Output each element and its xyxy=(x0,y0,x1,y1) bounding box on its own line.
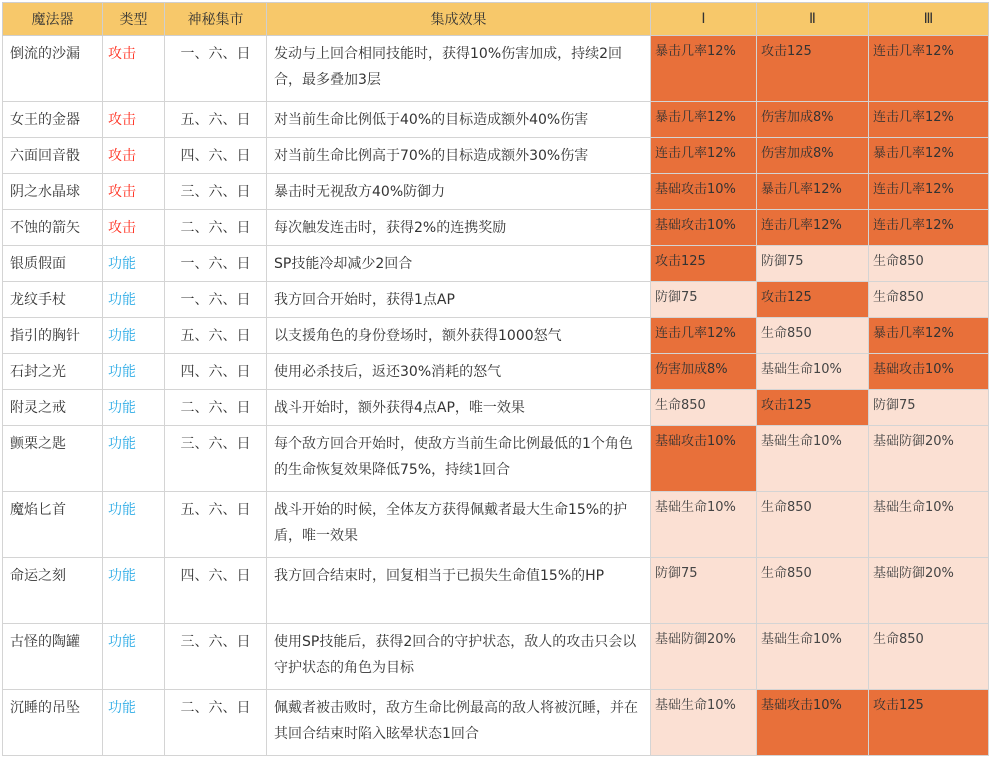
item-name: 石封之光 xyxy=(3,354,103,390)
item-effect: 使用必杀技后，返还30%消耗的怒气 xyxy=(267,354,651,390)
table-row xyxy=(3,318,989,354)
market-days: 二、六、日 xyxy=(165,390,267,426)
tier-3-stat: 生命850 xyxy=(869,624,989,690)
item-type: 功能 xyxy=(103,282,165,318)
item-type: 攻击 xyxy=(103,36,165,102)
item-name: 命运之刻 xyxy=(3,558,103,624)
tier-2-stat: 生命850 xyxy=(757,558,869,624)
tier-1-stat: 防御75 xyxy=(651,282,757,318)
item-name: 龙纹手杖 xyxy=(3,282,103,318)
table-row xyxy=(3,246,989,282)
item-type: 功能 xyxy=(103,246,165,282)
item-name: 魔焰匕首 xyxy=(3,492,103,558)
tier-3-stat: 基础攻击10% xyxy=(869,354,989,390)
item-name: 古怪的陶罐 xyxy=(3,624,103,690)
tier-3-stat: 生命850 xyxy=(869,282,989,318)
item-name: 阴之水晶球 xyxy=(3,174,103,210)
item-effect: 每个敌方回合开始时，使敌方当前生命比例最低的1个角色的生命恢复效果降低75%，持续1回合 xyxy=(267,426,651,492)
tier-2-stat: 攻击125 xyxy=(757,282,869,318)
item-name: 不蚀的箭矢 xyxy=(3,210,103,246)
header-effect: 集成效果 xyxy=(267,3,651,36)
item-effect: 发动与上回合相同技能时，获得10%伤害加成，持续2回合，最多叠加3层 xyxy=(267,36,651,102)
tier-1-stat: 防御75 xyxy=(651,558,757,624)
table-row xyxy=(3,390,989,426)
market-days: 一、六、日 xyxy=(165,246,267,282)
item-type: 功能 xyxy=(103,690,165,756)
table-row xyxy=(3,426,989,492)
table-row xyxy=(3,36,989,102)
item-type: 功能 xyxy=(103,492,165,558)
tier-1-stat: 基础攻击10% xyxy=(651,426,757,492)
item-name: 沉睡的吊坠 xyxy=(3,690,103,756)
tier-1-stat: 基础生命10% xyxy=(651,492,757,558)
market-days: 四、六、日 xyxy=(165,354,267,390)
market-days: 一、六、日 xyxy=(165,36,267,102)
table-row xyxy=(3,492,989,558)
item-effect: 战斗开始时，额外获得4点AP，唯一效果 xyxy=(267,390,651,426)
header-row xyxy=(3,3,989,36)
tier-2-stat: 连击几率12% xyxy=(757,210,869,246)
tier-2-stat: 暴击几率12% xyxy=(757,174,869,210)
item-effect: 以支援角色的身份登场时，额外获得1000怒气 xyxy=(267,318,651,354)
item-effect: 对当前生命比例高于70%的目标造成额外30%伤害 xyxy=(267,138,651,174)
item-effect: 我方回合开始时，获得1点AP xyxy=(267,282,651,318)
header-tier-2: Ⅱ xyxy=(757,3,869,36)
tier-3-stat: 攻击125 xyxy=(869,690,989,756)
table-row xyxy=(3,624,989,690)
item-type: 攻击 xyxy=(103,102,165,138)
tier-1-stat: 基础生命10% xyxy=(651,690,757,756)
table-row xyxy=(3,354,989,390)
tier-2-stat: 基础生命10% xyxy=(757,354,869,390)
tier-1-stat: 生命850 xyxy=(651,390,757,426)
table-row xyxy=(3,282,989,318)
market-days: 五、六、日 xyxy=(165,102,267,138)
market-days: 二、六、日 xyxy=(165,690,267,756)
item-effect: 每次触发连击时，获得2%的连携奖励 xyxy=(267,210,651,246)
tier-3-stat: 基础生命10% xyxy=(869,492,989,558)
item-type: 功能 xyxy=(103,318,165,354)
item-type: 攻击 xyxy=(103,210,165,246)
header-tier-1: Ⅰ xyxy=(651,3,757,36)
tier-3-stat: 基础防御20% xyxy=(869,558,989,624)
item-type: 攻击 xyxy=(103,138,165,174)
item-effect: 佩戴者被击败时，敌方生命比例最高的敌人将被沉睡，并在其回合结束时陷入眩晕状态1回合 xyxy=(267,690,651,756)
tier-3-stat: 连击几率12% xyxy=(869,174,989,210)
item-effect: 我方回合结束时，回复相当于已损失生命值15%的HP xyxy=(267,558,651,624)
market-days: 五、六、日 xyxy=(165,318,267,354)
table-row xyxy=(3,102,989,138)
tier-2-stat: 基础生命10% xyxy=(757,624,869,690)
item-type: 功能 xyxy=(103,354,165,390)
tier-1-stat: 伤害加成8% xyxy=(651,354,757,390)
tier-2-stat: 攻击125 xyxy=(757,390,869,426)
tier-3-stat: 生命850 xyxy=(869,246,989,282)
market-days: 五、六、日 xyxy=(165,492,267,558)
tier-3-stat: 暴击几率12% xyxy=(869,318,989,354)
tier-3-stat: 连击几率12% xyxy=(869,36,989,102)
item-name: 附灵之戒 xyxy=(3,390,103,426)
item-name: 颤栗之匙 xyxy=(3,426,103,492)
header-market: 神秘集市 xyxy=(165,3,267,36)
tier-2-stat: 伤害加成8% xyxy=(757,102,869,138)
tier-2-stat: 防御75 xyxy=(757,246,869,282)
tier-3-stat: 基础防御20% xyxy=(869,426,989,492)
item-type: 攻击 xyxy=(103,174,165,210)
tier-3-stat: 连击几率12% xyxy=(869,102,989,138)
tier-2-stat: 伤害加成8% xyxy=(757,138,869,174)
tier-2-stat: 生命850 xyxy=(757,492,869,558)
table-row xyxy=(3,210,989,246)
tier-3-stat: 防御75 xyxy=(869,390,989,426)
market-days: 四、六、日 xyxy=(165,138,267,174)
item-name: 银质假面 xyxy=(3,246,103,282)
tier-2-stat: 基础生命10% xyxy=(757,426,869,492)
item-type: 功能 xyxy=(103,426,165,492)
item-name: 倒流的沙漏 xyxy=(3,36,103,102)
tier-1-stat: 暴击几率12% xyxy=(651,102,757,138)
market-days: 三、六、日 xyxy=(165,174,267,210)
item-type: 功能 xyxy=(103,624,165,690)
item-effect: 使用SP技能后，获得2回合的守护状态，敌人的攻击只会以守护状态的角色为目标 xyxy=(267,624,651,690)
tier-1-stat: 暴击几率12% xyxy=(651,36,757,102)
item-type: 功能 xyxy=(103,558,165,624)
item-effect: 对当前生命比例低于40%的目标造成额外40%伤害 xyxy=(267,102,651,138)
item-name: 指引的胸针 xyxy=(3,318,103,354)
item-effect: 战斗开始的时候，全体友方获得佩戴者最大生命15%的护盾，唯一效果 xyxy=(267,492,651,558)
tier-1-stat: 连击几率12% xyxy=(651,138,757,174)
tier-1-stat: 基础防御20% xyxy=(651,624,757,690)
tier-2-stat: 基础攻击10% xyxy=(757,690,869,756)
market-days: 二、六、日 xyxy=(165,210,267,246)
tier-1-stat: 连击几率12% xyxy=(651,318,757,354)
table-row xyxy=(3,558,989,624)
header-name: 魔法器 xyxy=(3,3,103,36)
item-effect: SP技能冷却减少2回合 xyxy=(267,246,651,282)
header-type: 类型 xyxy=(103,3,165,36)
table-row xyxy=(3,174,989,210)
table-row xyxy=(3,138,989,174)
market-days: 三、六、日 xyxy=(165,426,267,492)
tier-3-stat: 连击几率12% xyxy=(869,210,989,246)
header-tier-3: Ⅲ xyxy=(869,3,989,36)
tier-2-stat: 生命850 xyxy=(757,318,869,354)
tier-1-stat: 基础攻击10% xyxy=(651,174,757,210)
tier-1-stat: 攻击125 xyxy=(651,246,757,282)
market-days: 三、六、日 xyxy=(165,624,267,690)
item-name: 女王的金器 xyxy=(3,102,103,138)
tier-3-stat: 暴击几率12% xyxy=(869,138,989,174)
tier-1-stat: 基础攻击10% xyxy=(651,210,757,246)
table-row xyxy=(3,690,989,756)
item-name: 六面回音骰 xyxy=(3,138,103,174)
item-effect: 暴击时无视敌方40%防御力 xyxy=(267,174,651,210)
item-type: 功能 xyxy=(103,390,165,426)
market-days: 四、六、日 xyxy=(165,558,267,624)
magic-item-table xyxy=(2,2,989,756)
tier-2-stat: 攻击125 xyxy=(757,36,869,102)
market-days: 一、六、日 xyxy=(165,282,267,318)
